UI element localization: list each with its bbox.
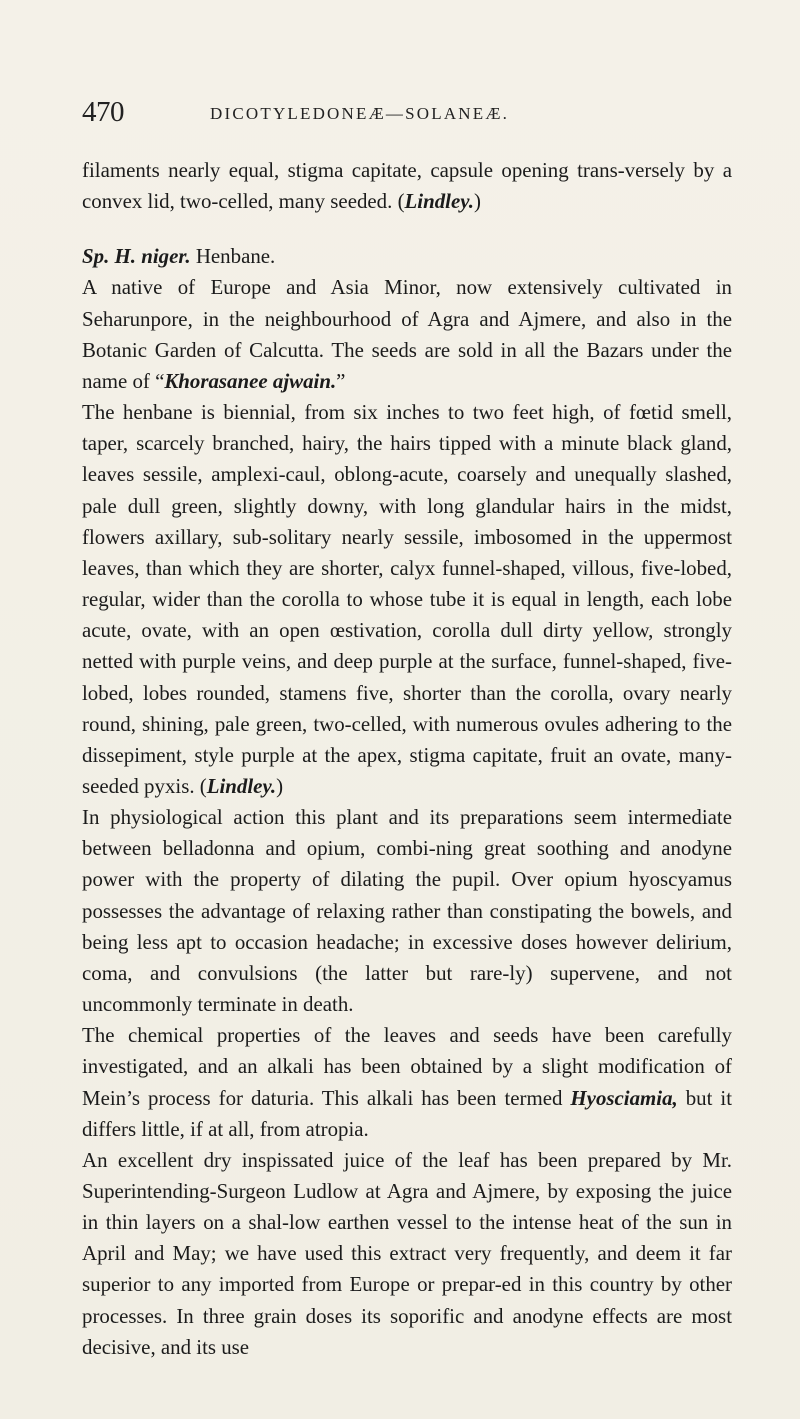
citation-lindley: Lindley.	[404, 189, 474, 214]
species-sp: Sp.	[82, 244, 110, 269]
paragraph-extract	[82, 1145, 732, 1363]
paragraph-text: In physiological action this plant and its preparations seem intermediate between belladonna and opium, combi-ning great soothing and anodyne power with the property of dilating the pupil. Over opium hyoscyamus possesses the advantage of relaxing rather than constipating the bowels, and being less apt to occasion headache; in excessive doses however delirium, coma, and convulsions (the latter but rare-ly) supervene, and not uncommonly terminate in death.	[82, 805, 732, 1017]
paragraph-chemistry	[82, 1020, 732, 1145]
paragraph-filaments	[82, 155, 732, 217]
paragraph-native	[82, 272, 732, 397]
paragraph-physiology	[82, 802, 732, 1020]
paragraph-text-rest: but it differs little, if at all, from atropia.	[82, 1085, 733, 1141]
page-header	[82, 96, 722, 132]
citation-close: )	[473, 189, 481, 214]
quote-close: ”	[336, 368, 346, 393]
paragraph-text: A native of Europe and Asia Minor, now extensively cultivated in Seharunpore, in the neighbourhood of Agra and Ajmere, and also in the Botanic Garden of Calcutta. The seeds are sold in all the Bazars under the name of “	[82, 275, 732, 393]
paragraph-text: The chemical properties of the leaves and seeds have been carefully investigated, and an alkali has been obtained by a slight modification of Mein’s process for daturia. This alkali has been termed	[82, 1023, 732, 1110]
paragraph-spacer	[82, 217, 732, 241]
species-heading	[82, 241, 732, 272]
local-name: Khorasanee ajwain.	[164, 368, 337, 393]
paragraph-text: filaments nearly equal, stigma capitate, capsule opening trans-versely by a convex lid, two-celled, many seeded. (	[82, 158, 732, 214]
species-common-name: Henbane.	[190, 244, 276, 269]
citation-lindley: Lindley.	[206, 773, 277, 798]
paragraph-text: The henbane is biennial, from six inches to two feet high, of fœtid smell, taper, scarcely branched, hairy, the hairs tipped with a minute black gland, leaves sessile, amplexi-caul, oblong-acute, coarsely and unequally slashed, pale dull green, slightly downy, with long glandular hairs in the midst, flowers axillary, sub-solitary nearly sessile, imbosomed in the uppermost leaves, than which they are shorter, calyx funnel-shaped, villous, five-lobed, regular, wider than the corolla to whose tube it is equal in length, each lobe acute, ovate, with an open œstivation, corolla dull dirty yellow, strongly netted with purple veins, and deep purple at the surface, funnel-shaped, five-lobed, lobes rounded, stamens five, shorter than the corolla, ovary nearly round, shining, pale green, two-celled, with numerous ovules adhering to the dissepiment, style purple at the apex, stigma capitate, fruit an ovate, many-seeded pyxis. (	[82, 400, 732, 798]
running-head: DICOTYLEDONEÆ—SOLANEÆ.	[210, 104, 510, 123]
species-name: niger.	[141, 244, 191, 269]
paragraph-text: An excellent dry inspissated juice of the leaf has been prepared by Mr. Superintending-Surgeon Ludlow at Agra and Ajmere, by exposing the juice in thin layers on a shal-low earthen vessel to the intense heat of the sun in April and May; we have used this extract very frequently, and deem it far superior to any imported from Europe or prepar-ed in this country by other processes. In three grain doses its soporific and anodyne effects are most decisive, and its use	[82, 1147, 732, 1359]
body-text	[82, 155, 732, 1363]
species-genus: H.	[114, 244, 137, 269]
citation-close: )	[276, 773, 284, 798]
page-number: 470	[82, 96, 124, 128]
paragraph-description	[82, 397, 732, 802]
term-hyosciamia: Hyosciamia,	[570, 1085, 678, 1110]
